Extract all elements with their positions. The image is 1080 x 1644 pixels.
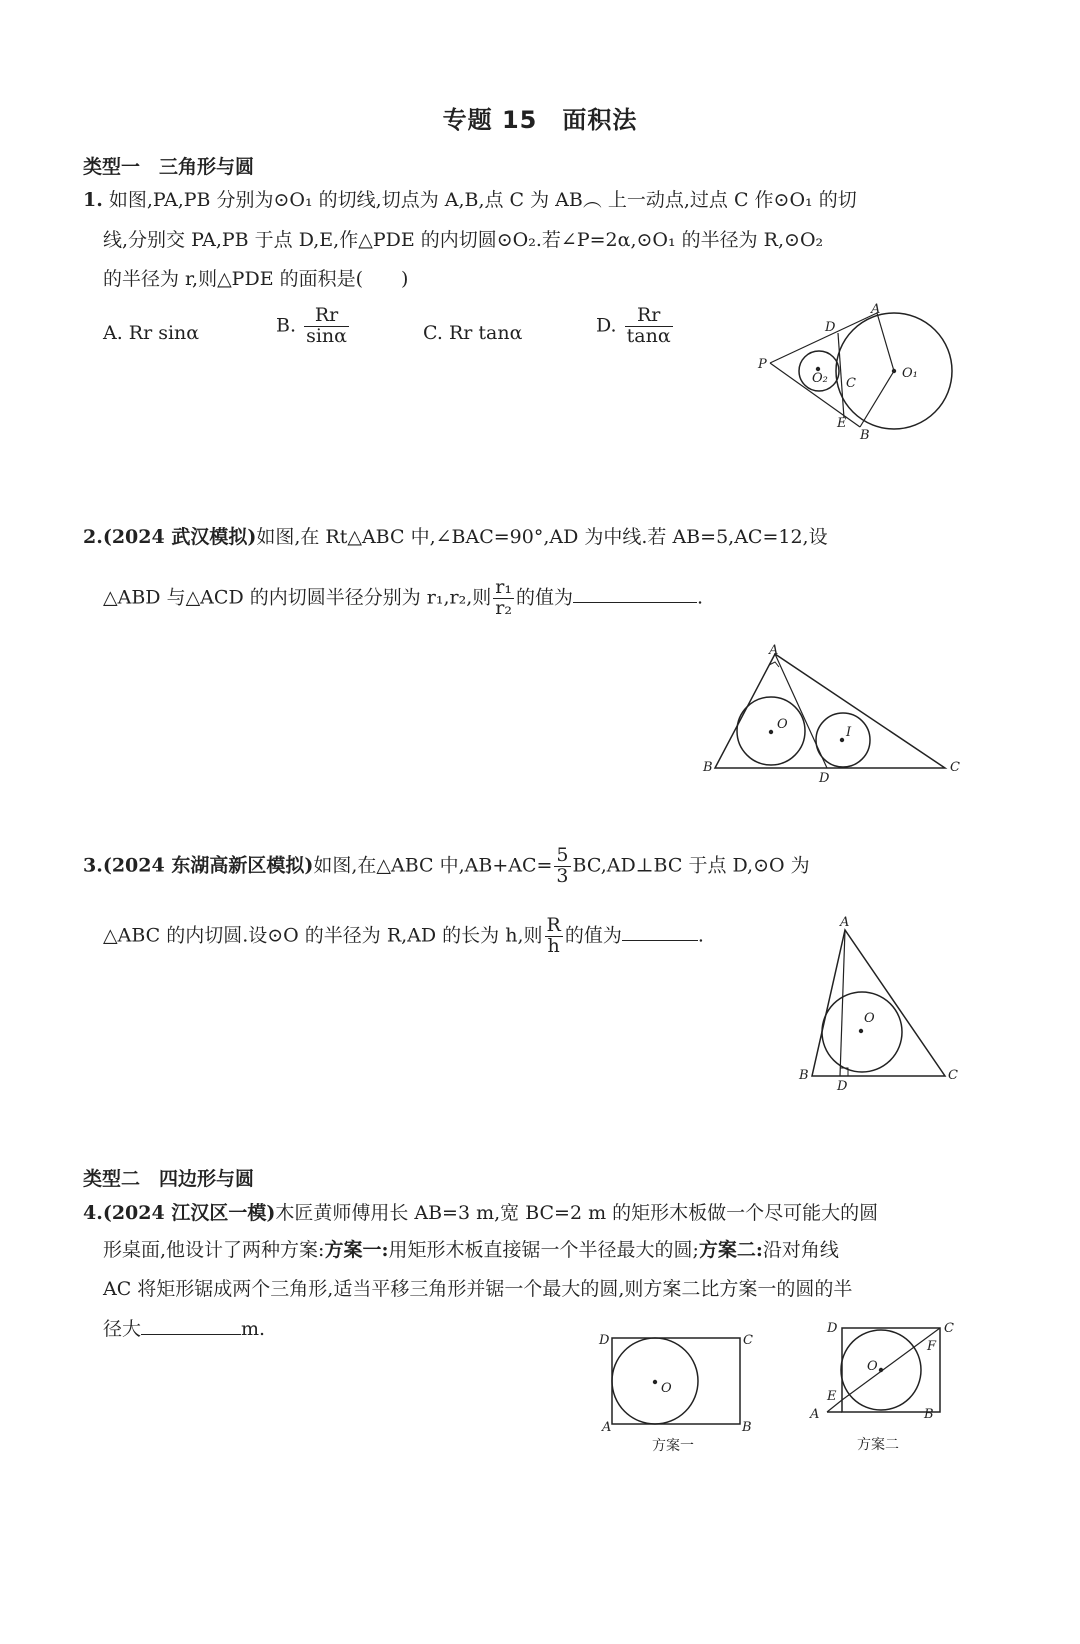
q4-plan2-label: 方案二: xyxy=(698,1239,763,1261)
q2-center-i xyxy=(840,738,844,742)
q3-frac2-num: R xyxy=(546,914,561,936)
q3-label-d: D xyxy=(837,1079,848,1094)
q1-radius-o1b xyxy=(860,371,894,427)
q4-plan2-label-e: E xyxy=(827,1389,837,1404)
q2-label-i: I xyxy=(846,725,852,740)
q3-text-1a: 如图,在△ABC 中,AB+AC= xyxy=(313,854,553,877)
q1-option-d xyxy=(596,306,675,347)
q3-label-b: B xyxy=(799,1068,809,1083)
q3-end: . xyxy=(697,924,704,947)
q4-plan2-label-a: A xyxy=(810,1407,820,1422)
q1-option-d-label: D. xyxy=(596,314,617,337)
q1-label-a: A xyxy=(871,302,881,317)
q1-option-a: A. Rr sinα xyxy=(103,322,200,344)
q2-triangle-abc xyxy=(715,654,945,768)
q4-plan2-label-b: B xyxy=(924,1407,934,1422)
q2-end: . xyxy=(696,586,703,609)
q4-plan1-label-a: A xyxy=(602,1420,612,1435)
q1-option-b-label: B. xyxy=(276,314,297,337)
q2-label-a: A xyxy=(769,643,779,658)
q2-text-2b: 的值为 xyxy=(515,586,573,609)
q3-text-2a: △ABC 的内切圆.设⊙O 的半径为 R,AD 的长为 h,则 xyxy=(103,924,543,947)
q4-figure-plan2 xyxy=(805,1314,975,1459)
q3-frac1-den: 3 xyxy=(556,864,569,887)
q1-label-p: P xyxy=(758,357,767,372)
q3-source: (2024 东湖高新区模拟) xyxy=(102,854,314,877)
q4-plan1-label-c: C xyxy=(743,1333,753,1348)
q4-plan1-label-o: O xyxy=(661,1381,672,1396)
q4-plan1-label-d: D xyxy=(599,1333,610,1348)
q2-figure xyxy=(695,640,965,790)
q4-plan1-center xyxy=(653,1380,657,1384)
q2-number: 2. xyxy=(83,526,103,548)
q2-source: (2024 武汉模拟) xyxy=(102,526,257,548)
q4-source: (2024 江汉区一模) xyxy=(102,1202,276,1224)
q4-plan2-label-d: D xyxy=(827,1321,838,1336)
q2-text-1: 如图,在 Rt△ABC 中,∠BAC=90°,AD 为中线.若 AB=5,AC=12,设 xyxy=(256,526,828,548)
q1-radius-o1a xyxy=(877,313,894,371)
q4-text-4b: m. xyxy=(241,1318,266,1340)
q2-text-2a: △ABD 与△ACD 的内切圆半径分别为 r₁,r₂,则 xyxy=(103,586,492,609)
q1-label-c: C xyxy=(846,376,856,391)
q3-frac1-num: 5 xyxy=(556,844,569,866)
q1-label-o1: O₁ xyxy=(902,366,918,381)
q3-line1 xyxy=(83,846,810,887)
q3-number: 3. xyxy=(83,854,103,877)
q1-label-e: E xyxy=(837,416,847,431)
q4-number: 4. xyxy=(83,1202,103,1224)
q3-label-o: O xyxy=(864,1011,875,1026)
q1-option-c: C. Rr tanα xyxy=(423,322,523,344)
q2-label-o: O xyxy=(777,717,788,732)
q4-text-4a: 径大 xyxy=(103,1318,142,1340)
q2-line2 xyxy=(103,578,703,619)
q2-label-c: C xyxy=(950,760,960,775)
q4-answer-blank[interactable] xyxy=(141,1316,241,1335)
q4-plan1-label: 方案一: xyxy=(324,1239,389,1261)
q4-text-1: 木匠黄师傅用长 AB=3 m,宽 BC=2 m 的矩形木板做一个尽可能大的圆 xyxy=(275,1202,879,1224)
section-heading-2: 类型二 四边形与圆 xyxy=(83,1168,255,1190)
q4-plan2-caption: 方案二 xyxy=(857,1437,899,1453)
q2-label-b: B xyxy=(703,760,713,775)
section-heading-1: 类型一 三角形与圆 xyxy=(83,156,255,178)
q3-answer-blank[interactable] xyxy=(622,922,698,941)
q1-number: 1. xyxy=(83,189,103,211)
q2-frac-den: r₂ xyxy=(495,596,512,619)
q2-label-d: D xyxy=(819,771,830,786)
q3-line2 xyxy=(103,916,704,957)
q4-text-2c: 沿对角线 xyxy=(762,1239,839,1261)
q4-figure-plan1 xyxy=(590,1320,770,1460)
q4-text-2b: 用矩形木板直接锯一个半径最大的圆; xyxy=(388,1239,699,1261)
q1-label-o2: O₂ xyxy=(812,371,828,386)
q4-plan1-caption: 方案一 xyxy=(652,1438,694,1454)
q3-center-o xyxy=(859,1029,863,1033)
q1-option-d-num: Rr xyxy=(625,306,673,327)
q4-plan2-center xyxy=(879,1368,883,1372)
q3-frac2-den: h xyxy=(547,934,560,957)
q4-line3: AC 将矩形锯成两个三角形,适当平移三角形并锯一个最大的圆,则方案二比方案一的圆的半 xyxy=(103,1278,853,1300)
q3-figure xyxy=(790,910,970,1100)
page-title: 专题 15 面积法 xyxy=(442,106,638,134)
q1-text-1: 如图,PA,PB 分别为⊙O₁ 的切线,切点为 A,B,点 C 为 AB︵ 上一动点,过点 C 作⊙O₁ 的切 xyxy=(108,189,857,211)
q2-line1 xyxy=(83,524,828,550)
q2-answer-blank[interactable] xyxy=(573,584,697,603)
q4-plan1-label-b: B xyxy=(742,1420,752,1435)
q3-label-a: A xyxy=(840,915,850,930)
q4-plan2-label-c: C xyxy=(944,1321,954,1336)
q1-tangent-pa xyxy=(770,313,877,363)
q4-plan1-rectangle xyxy=(612,1338,740,1424)
q1-label-b: B xyxy=(860,428,870,443)
q1-line1 xyxy=(83,187,857,213)
q4-line4 xyxy=(103,1316,265,1342)
q4-line2 xyxy=(103,1237,839,1263)
q2-frac-num: r₁ xyxy=(495,576,512,598)
q1-figure xyxy=(750,296,970,456)
q1-option-b-num: Rr xyxy=(304,306,349,327)
q1-option-b-den: sinα xyxy=(306,324,347,347)
q1-line2: 线,分别交 PA,PB 于点 D,E,作△PDE 的内切圆⊙O₂.若∠P=2α,⊙O₁ 的半径为 R,⊙O₂ xyxy=(103,229,824,251)
q4-plan2-rectangle xyxy=(842,1328,940,1412)
q3-text-2b: 的值为 xyxy=(564,924,622,947)
q4-line1 xyxy=(83,1200,878,1226)
q1-option-b xyxy=(276,306,351,347)
q4-plan2-label-f: F xyxy=(927,1339,937,1354)
q1-option-d-den: tanα xyxy=(626,324,671,347)
q1-line3: 的半径为 r,则△PDE 的面积是( ) xyxy=(103,268,409,290)
q1-label-d: D xyxy=(825,320,836,335)
q2-center-o xyxy=(769,730,773,734)
q4-text-2a: 形桌面,他设计了两种方案: xyxy=(103,1239,325,1261)
q3-triangle-abc xyxy=(812,930,945,1076)
q3-text-1b: BC,AD⊥BC 于点 D,⊙O 为 xyxy=(572,854,810,877)
q1-center-o1 xyxy=(892,369,896,373)
q3-label-c: C xyxy=(948,1068,958,1083)
q4-plan2-label-o: O xyxy=(867,1359,878,1374)
